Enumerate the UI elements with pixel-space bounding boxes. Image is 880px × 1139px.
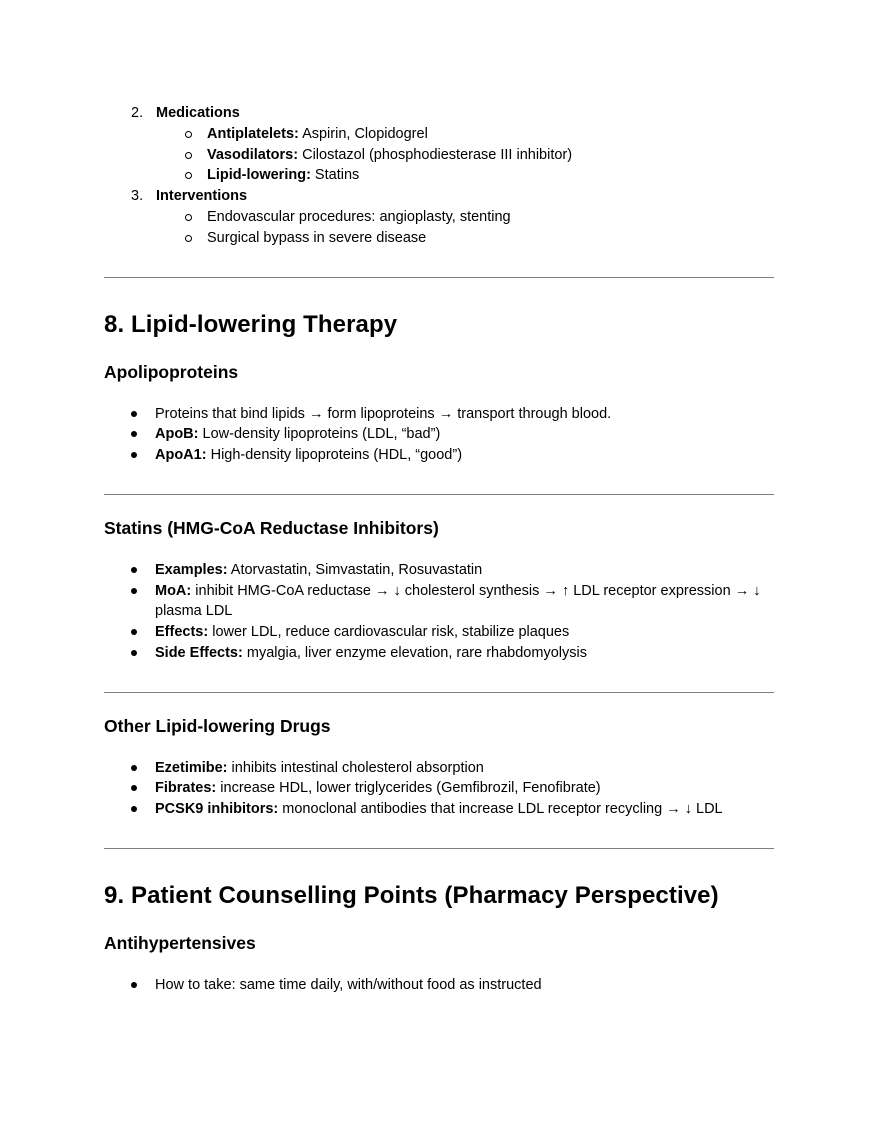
bullet-list-item: [131, 975, 774, 996]
circle-bullet-icon: [185, 235, 192, 242]
bold-label: Vasodilators:: [207, 146, 299, 163]
list-item-text: Ezetimibe: inhibits intestinal cholesterol absorption: [155, 759, 484, 776]
list-item-text: PCSK9 inhibitors: monoclonal antibodies that increase LDL receptor recycling → ↓ LDL: [155, 801, 723, 818]
numbered-list-item: [104, 186, 774, 207]
section-divider: [104, 494, 774, 495]
disc-bullet-icon: [131, 588, 137, 594]
bold-label: Side Effects:: [155, 644, 243, 661]
bold-label: Fibrates:: [155, 780, 217, 797]
disc-bullet-icon: [131, 806, 137, 812]
bold-label: ApoA1:: [155, 447, 207, 464]
list-item-label: Medications: [156, 105, 240, 121]
list-item-text: Endovascular procedures: angioplasty, stenting: [207, 208, 511, 225]
sub-list-item: [185, 145, 774, 166]
disc-bullet-icon: [131, 650, 137, 656]
disc-bullet-icon: [131, 452, 137, 458]
disc-bullet-icon: [131, 629, 137, 635]
list-item-text: Effects: lower LDL, reduce cardiovascular risk, stabilize plaques: [155, 624, 570, 641]
list-item-text: Surgical bypass in severe disease: [207, 229, 427, 246]
bullet-list: [104, 560, 774, 664]
list-item-text: Fibrates: increase HDL, lower triglycerides (Gemfibrozil, Fenofibrate): [155, 780, 601, 797]
list-item-text: ApoA1: High-density lipoproteins (HDL, “good”): [155, 447, 463, 464]
list-item-text: Lipid-lowering: Statins: [207, 167, 360, 184]
section-heading: 8. Lipid-lowering Therapy: [104, 310, 398, 338]
bullet-list-item: [131, 404, 774, 425]
bullet-list: [104, 404, 774, 466]
disc-bullet-icon: [131, 982, 137, 988]
bullet-list-item: [131, 643, 774, 664]
list-item-text: How to take: same time daily, with/without food as instructed: [155, 976, 542, 993]
list-number: 3.: [131, 188, 144, 205]
bullet-list-item: [131, 622, 774, 643]
sub-heading: Statins (HMG-CoA Reductase Inhibitors): [104, 518, 439, 539]
bullet-list-item: [131, 799, 774, 820]
document-body: [104, 103, 774, 996]
bold-label: Examples:: [155, 561, 228, 578]
bullet-list: [104, 975, 774, 996]
bullet-list-item: [131, 445, 774, 466]
sub-heading: Antihypertensives: [104, 933, 256, 954]
sub-list-item: [185, 124, 774, 145]
circle-bullet-icon: [185, 172, 192, 179]
circle-bullet-icon: [185, 214, 192, 221]
list-item-text: MoA: inhibit HMG-CoA reductase → ↓ cholesterol synthesis → ↑ LDL receptor expression → ↓ plasma LDL: [155, 582, 761, 620]
bold-label: MoA:: [155, 582, 192, 599]
bold-label: PCSK9 inhibitors:: [155, 801, 279, 818]
list-item-text: Side Effects: myalgia, liver enzyme elevation, rare rhabdomyolysis: [155, 644, 587, 661]
list-number: 2.: [131, 105, 144, 121]
bullet-list-item: [131, 581, 774, 623]
bullet-list-item: [131, 758, 774, 779]
bullet-list-item: [131, 560, 774, 581]
list-item-text: Examples: Atorvastatin, Simvastatin, Rosuvastatin: [155, 561, 483, 578]
bold-label: Antiplatelets:: [207, 125, 299, 142]
list-item-text: Vasodilators: Cilostazol (phosphodiesterase III inhibitor): [207, 146, 573, 163]
bold-label: Lipid-lowering:: [207, 167, 311, 184]
disc-bullet-icon: [131, 785, 137, 791]
circle-bullet-icon: [185, 131, 192, 138]
disc-bullet-icon: [131, 765, 137, 771]
bullet-list: [104, 758, 774, 820]
sub-list-item: [185, 228, 774, 249]
sub-list: [104, 124, 774, 186]
circle-bullet-icon: [185, 152, 192, 159]
bold-label: Ezetimibe:: [155, 759, 228, 776]
numbered-list-item: [104, 103, 774, 124]
section-divider: [104, 277, 774, 278]
sub-list: [104, 207, 774, 249]
bullet-list-item: [131, 424, 774, 445]
list-item-text: Antiplatelets: Aspirin, Clopidogrel: [207, 125, 428, 142]
disc-bullet-icon: [131, 431, 137, 437]
sub-heading: Apolipoproteins: [104, 361, 239, 382]
sub-list-item: [185, 207, 774, 228]
section-divider: [104, 692, 774, 693]
section-divider: [104, 848, 774, 849]
sub-list-item: [185, 165, 774, 186]
bold-label: ApoB:: [155, 426, 199, 443]
disc-bullet-icon: [131, 567, 137, 573]
sub-heading: Other Lipid-lowering Drugs: [104, 715, 331, 736]
disc-bullet-icon: [131, 411, 137, 417]
list-item-label: Interventions: [156, 188, 248, 205]
list-item-text: Proteins that bind lipids → form lipoproteins → transport through blood.: [155, 405, 612, 422]
bullet-list-item: [131, 778, 774, 799]
section-heading: 9. Patient Counselling Points (Pharmacy Perspective): [104, 881, 719, 909]
list-item-text: ApoB: Low-density lipoproteins (LDL, “bad”): [155, 426, 441, 443]
bold-label: Effects:: [155, 624, 209, 641]
